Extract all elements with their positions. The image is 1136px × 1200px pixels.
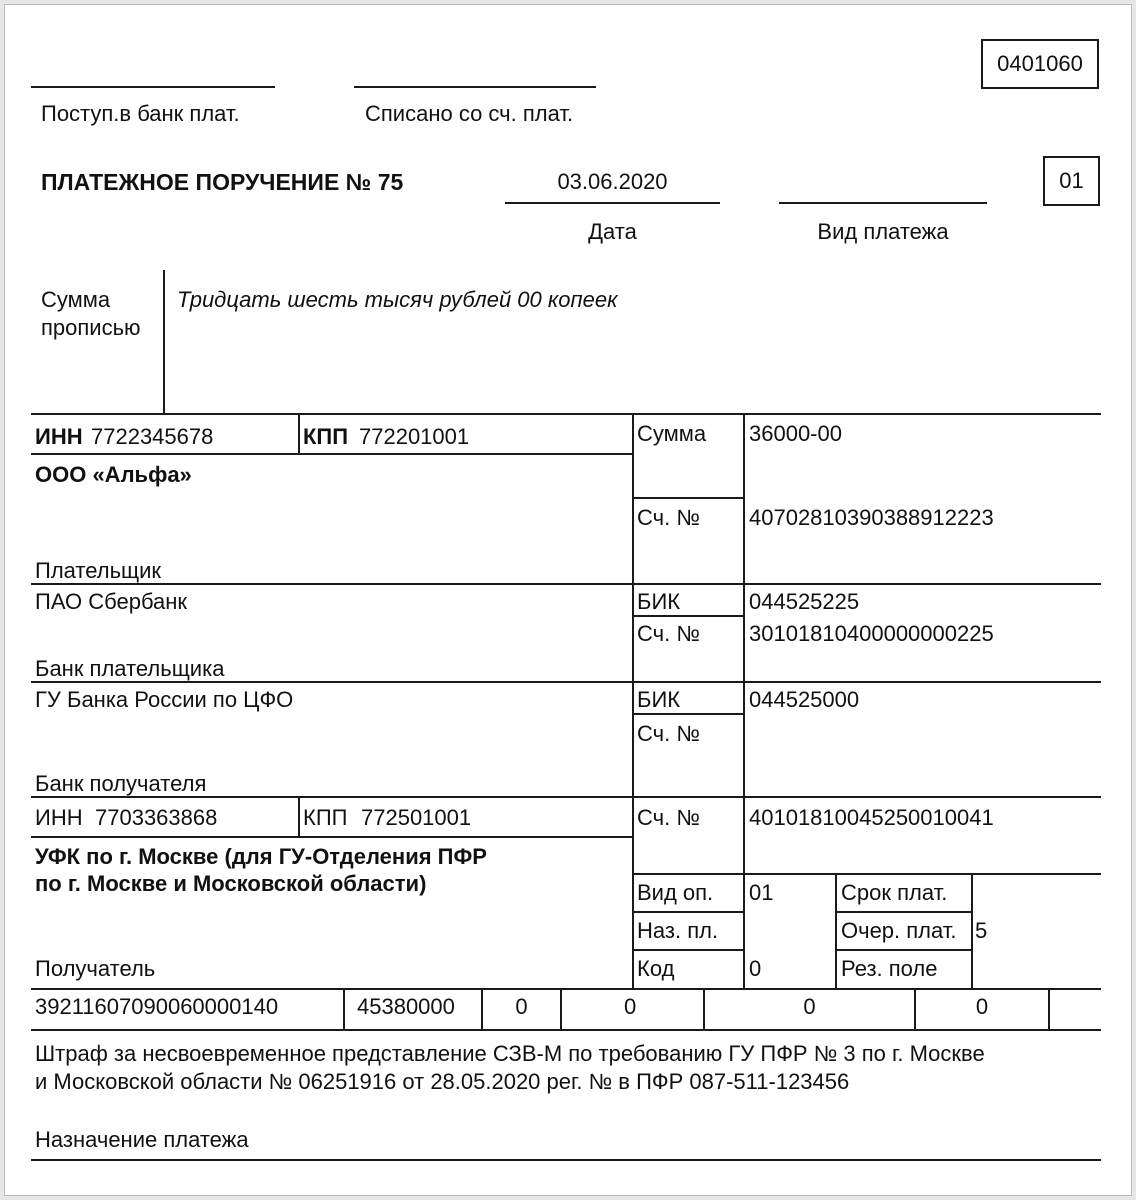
payer-inn-underline — [31, 453, 632, 455]
sum-bottom-line — [632, 497, 743, 499]
recipient-account-label: Сч. № — [637, 805, 700, 830]
sum-value: 36000-00 — [749, 421, 842, 446]
received-by-bank-line — [31, 86, 275, 88]
grid-label-col-right — [743, 413, 745, 988]
date-line — [505, 202, 720, 204]
debited-line — [354, 86, 596, 88]
recipient-bank-label: Банк получателя — [35, 771, 207, 796]
priority-label: Очер. плат. — [841, 918, 957, 943]
amount-words-divider — [163, 270, 165, 413]
purpose-code-label: Наз. пл. — [637, 918, 719, 943]
grid-bottom-line — [31, 988, 1101, 990]
recipient-bik-label: БИК — [637, 687, 681, 712]
code-value: 0 — [749, 956, 762, 981]
form-code: 0401060 — [997, 51, 1083, 76]
payer-corr: 30101810400000000225 — [749, 621, 994, 646]
term-col-left — [835, 873, 837, 988]
recipient-label: Получатель — [35, 956, 156, 981]
tax-period: 0 — [624, 994, 637, 1019]
recipient-kpp-label: КПП — [303, 805, 348, 830]
recipient-inn: 7703363868 — [95, 805, 218, 830]
recipient-inn-label: ИНН — [35, 805, 83, 830]
tax-kbk: 39211607090060000140 — [35, 994, 279, 1019]
payer-inn-label: ИНН — [35, 424, 83, 449]
code-label: Код — [637, 956, 675, 981]
grid-top-line — [31, 413, 1101, 415]
recipient-name-line2: по г. Москве и Московской области) — [35, 871, 427, 896]
form-code-box — [981, 39, 1099, 89]
payer-corr-label: Сч. № — [637, 621, 700, 646]
received-by-bank-label: Поступ.в банк плат. — [41, 101, 240, 126]
payer-bank-name: ПАО Сбербанк — [35, 589, 188, 614]
op-type-label: Вид оп. — [637, 880, 714, 905]
payer-inn-kpp-divider — [298, 413, 300, 453]
op-type-bottom-line — [632, 911, 743, 913]
term-bottom-line — [835, 911, 971, 913]
payer-status: 01 — [1059, 168, 1084, 193]
amount-words-value: Тридцать шесть тысяч рублей 00 копеек — [177, 287, 618, 312]
payer-bik-label: БИК — [637, 589, 681, 614]
recipient-bik-bottom-line — [632, 713, 743, 715]
recipient-kpp: 772501001 — [361, 805, 472, 830]
sum-label: Сумма — [637, 421, 707, 446]
payer-inn: 7722345678 — [91, 424, 214, 449]
amount-words-label-2: прописью — [41, 315, 141, 340]
recipient-account: 40101810045250010041 — [749, 805, 994, 830]
date-value: 03.06.2020 — [557, 169, 668, 194]
term-label: Срок плат. — [841, 880, 948, 905]
recipient-name-line1: УФК по г. Москве (для ГУ-Отделения ПФР — [35, 844, 487, 869]
payer-kpp-label: КПП — [303, 424, 349, 449]
recipient-corr-label: Сч. № — [637, 721, 700, 746]
date-label: Дата — [588, 219, 637, 244]
payer-bik-bottom-line — [632, 615, 743, 617]
payer-kpp: 772201001 — [359, 424, 470, 449]
payer-account: 40702810390388912223 — [749, 505, 994, 530]
purpose-line-2: и Московской области № 06251916 от 28.05.2020 рег. № в ПФР 087-511-123456 — [35, 1069, 850, 1094]
purpose-code-bottom-line — [632, 949, 743, 951]
amount-words-label-1: Сумма — [41, 287, 111, 312]
reserve-label: Рез. поле — [841, 956, 938, 981]
tax-row-bottom-line — [31, 1029, 1101, 1031]
recipient-bik: 044525000 — [749, 687, 860, 712]
op-type-value: 01 — [749, 880, 774, 905]
tax-doc-date: 0 — [975, 994, 989, 1019]
tax-divider-6 — [1048, 988, 1050, 1029]
tax-divider-3 — [560, 988, 562, 1029]
payment-order-form — [4, 4, 1132, 1196]
grid-label-col-left — [632, 413, 634, 988]
purpose-label: Назначение платежа — [35, 1127, 249, 1152]
tax-divider-1 — [343, 988, 345, 1029]
purpose-bottom-line — [31, 1159, 1101, 1161]
payer-label: Плательщик — [35, 558, 162, 583]
purpose-line-1: Штраф за несвоевременное представление СЗВ-М по требованию ГУ ПФР № 3 по г. Москве — [35, 1041, 985, 1066]
tax-basis: 0 — [515, 994, 528, 1019]
recipient-account-bottom-line — [632, 873, 1101, 875]
debited-label: Списано со сч. плат. — [365, 101, 574, 126]
payer-bik: 044525225 — [749, 589, 860, 614]
document-title: ПЛАТЕЖНОЕ ПОРУЧЕНИЕ № 75 — [41, 169, 404, 195]
term-col-right — [971, 873, 973, 988]
tax-oktmo: 45380000 — [357, 994, 455, 1019]
recipient-inn-kpp-divider — [298, 796, 300, 836]
payment-type-line — [779, 202, 987, 204]
recipient-inn-underline — [31, 836, 632, 838]
payer-name: ООО «Альфа» — [35, 462, 192, 487]
payer-bottom-line — [31, 583, 1101, 585]
payer-account-label: Сч. № — [637, 505, 700, 530]
payer-status-box — [1043, 156, 1100, 206]
payer-bank-label: Банк плательщика — [35, 656, 225, 681]
payment-type-label: Вид платежа — [817, 219, 949, 244]
tax-doc-number: 0 — [803, 994, 816, 1019]
priority-bottom-line — [835, 949, 971, 951]
priority-value: 5 — [975, 918, 988, 943]
recipient-bank-name: ГУ Банка России по ЦФО — [35, 687, 294, 712]
